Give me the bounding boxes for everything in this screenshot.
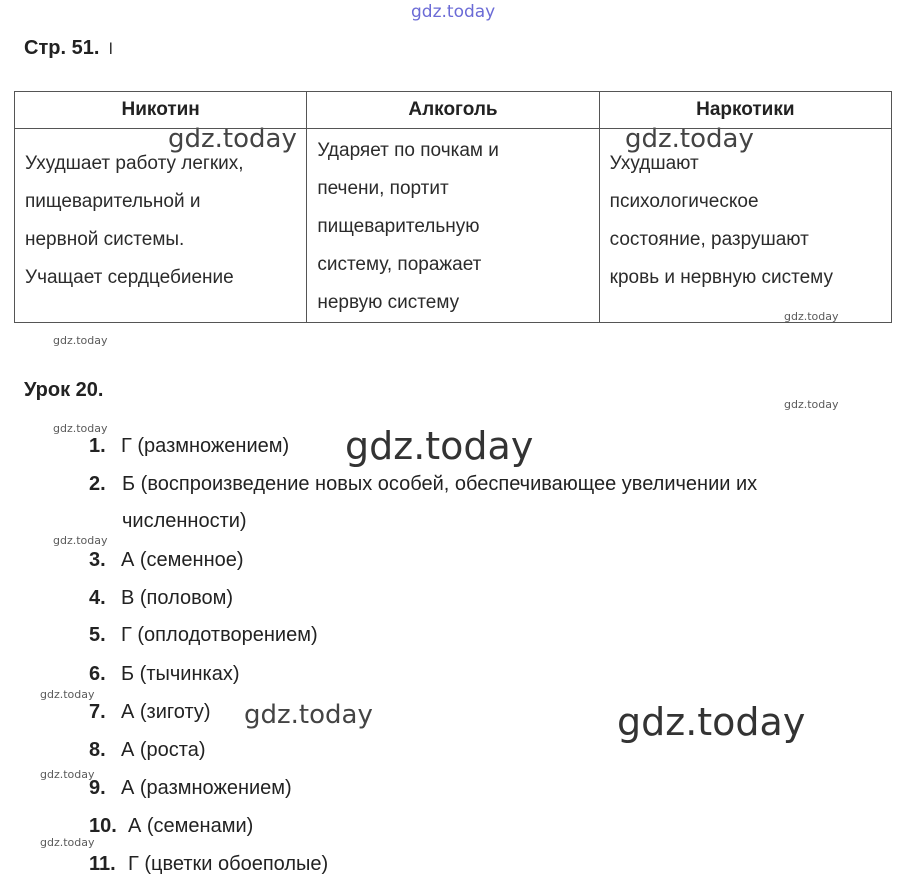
answer-text: Г (цветки обоеполые) <box>128 853 329 875</box>
cell-line: Учащает сердцебиение <box>25 267 234 288</box>
answer-number: 9. <box>89 777 106 799</box>
watermark: gdz.today <box>625 124 754 154</box>
cell-line: систему, поражает <box>317 254 482 275</box>
answer-text: Г (размножением) <box>121 435 290 457</box>
answer-number: 10. <box>89 815 117 837</box>
watermark: gdz.today <box>40 688 95 701</box>
answer-text: Б (воспроизведение новых особей, обеспечивающее увеличении их <box>122 473 758 495</box>
cell-line: кровь и нервную систему <box>609 267 833 288</box>
cell-line: пищеварительной и <box>25 191 201 212</box>
watermark: gdz.today <box>244 700 373 730</box>
watermark-large: gdz.today <box>345 424 534 468</box>
cell-nicotine <box>15 129 307 323</box>
cell-line: состояние, разрушают <box>609 229 809 250</box>
watermark: gdz.today <box>40 836 95 849</box>
watermark: gdz.today <box>784 398 839 411</box>
answer-number: 4. <box>89 587 106 609</box>
answer-text: Г (оплодотворением) <box>121 624 318 646</box>
page-reference <box>24 37 113 60</box>
watermark-top: gdz.today <box>411 2 496 22</box>
answer-number: 2. <box>89 473 106 495</box>
answer-number: 8. <box>89 739 106 761</box>
watermark: gdz.today <box>53 422 108 435</box>
watermark: gdz.today <box>53 334 108 347</box>
answer-text: А (семенами) <box>128 815 254 837</box>
cell-drugs <box>599 129 891 323</box>
watermark: gdz.today <box>40 768 95 781</box>
answer-number: 1. <box>89 435 106 457</box>
header-alcohol: Алкоголь <box>307 92 599 129</box>
answer-text: В (половом) <box>121 587 234 609</box>
cell-line: Ударяет по почкам и <box>317 140 499 161</box>
lesson-heading: Урок 20. <box>24 379 104 401</box>
watermark: gdz.today <box>784 310 839 323</box>
answer-number: 5. <box>89 624 106 646</box>
page-reference-mark: l <box>108 41 113 58</box>
cell-line: Ухудшает работу легких, <box>25 153 244 174</box>
cell-line: нервной системы. <box>25 229 185 250</box>
watermark-large: gdz.today <box>617 700 806 744</box>
harm-comparison-table <box>14 91 892 323</box>
table-row <box>15 129 892 323</box>
answer-number: 3. <box>89 549 106 571</box>
page-reference-label: Стр. 51. <box>24 37 100 59</box>
answer-text: А (семенное) <box>121 549 244 571</box>
answer-number: 7. <box>89 701 106 723</box>
answer-text: Б (тычинках) <box>121 663 240 685</box>
cell-alcohol <box>307 129 599 323</box>
answer-text: А (зиготу) <box>121 701 211 723</box>
answer-text-continued: численности) <box>122 510 247 532</box>
header-drugs: Наркотики <box>599 92 891 129</box>
answer-text: А (размножением) <box>121 777 292 799</box>
table-header-row <box>15 92 892 129</box>
answer-text: А (роста) <box>121 739 206 761</box>
watermark: gdz.today <box>168 124 297 154</box>
cell-line: Ухудшают <box>609 153 699 174</box>
cell-line: пищеварительную <box>317 216 480 237</box>
watermark: gdz.today <box>53 534 108 547</box>
header-nicotine: Никотин <box>15 92 307 129</box>
answer-number: 11. <box>89 853 116 875</box>
cell-line: печени, портит <box>317 178 449 199</box>
cell-line: нервую систему <box>317 292 460 313</box>
cell-line: психологическое <box>609 191 759 212</box>
answer-number: 6. <box>89 663 106 685</box>
